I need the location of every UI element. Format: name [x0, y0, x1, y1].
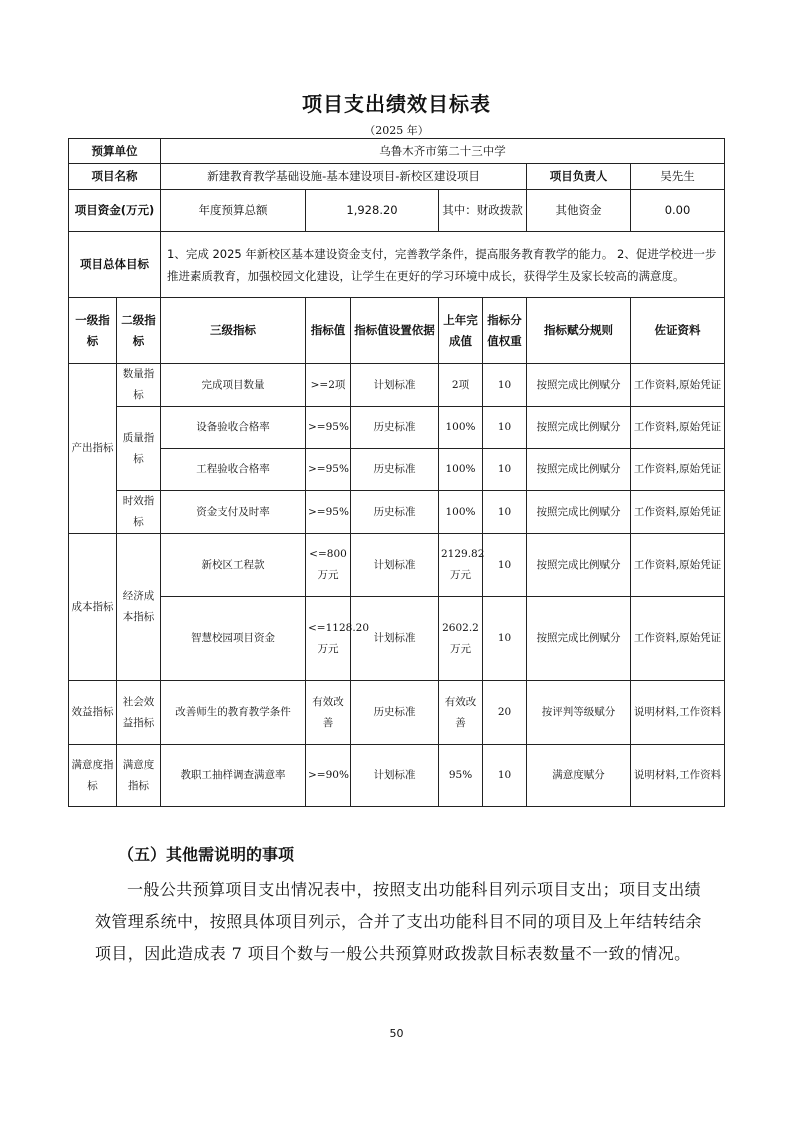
row-name: 完成项目数量 [161, 364, 306, 407]
row-last: 2项 [439, 364, 483, 407]
budget-unit-label: 预算单位 [69, 139, 161, 164]
table-row [69, 681, 725, 745]
row-last: 100% [439, 491, 483, 534]
row-rule: 按照完成比例赋分 [527, 491, 631, 534]
row-name: 新校区工程款 [161, 534, 306, 597]
row-evidence: 工作资料,原始凭证 [631, 449, 725, 491]
row-rule: 满意度赋分 [527, 745, 631, 807]
row-rule: 按照完成比例赋分 [527, 407, 631, 449]
overall-goal-text: 1、完成 2025 年新校区基本建设资金支付，完善教学条件，提高服务教育教学的能力。 2、促进学校进一步推进素质教育，加强校园文化建设，让学生在更好的学习环境中成长，获得学生及家长较高的满意度。 [161, 232, 725, 298]
row-value: >=2项 [306, 364, 351, 407]
group-quantity: 数量指标 [117, 364, 161, 407]
row-name: 智慧校园项目资金 [161, 597, 306, 681]
table-year: （2025 年） [364, 124, 429, 137]
row-weight: 10 [483, 534, 527, 597]
row-weight: 10 [483, 491, 527, 534]
project-name-value: 新建教育教学基础设施-基本建设项目-新校区建设项目 [161, 164, 527, 190]
annual-budget-label: 年度预算总额 [161, 190, 306, 232]
header-level2: 二级指标 [117, 298, 161, 364]
row-evidence: 工作资料,原始凭证 [631, 534, 725, 597]
group-timely: 时效指标 [117, 491, 161, 534]
project-leader-value: 吴先生 [631, 164, 725, 190]
other-fund-value: 0.00 [631, 190, 725, 232]
other-fund-label: 其他资金 [527, 190, 631, 232]
header-evidence: 佐证资料 [631, 298, 725, 364]
group-quality: 质量指标 [117, 407, 161, 491]
row-basis: 历史标准 [351, 491, 439, 534]
row-last: 100% [439, 407, 483, 449]
project-leader-label: 项目负责人 [527, 164, 631, 190]
row-name: 改善师生的教育教学条件 [161, 681, 306, 745]
row-weight: 10 [483, 745, 527, 807]
row-weight: 10 [483, 364, 527, 407]
section-paragraph: 一般公共预算项目支出情况表中，按照支出功能科目列示项目支出；项目支出绩效管理系统中，按照具体项目列示，合并了支出功能科目不同的项目及上年结转结余项目，因此造成表 7 项目个数与一般公共预算财政拨款目标表数量不一致的情况。 [95, 880, 702, 963]
row-last: 2602.2万元 [439, 597, 483, 681]
row-name: 设备验收合格率 [161, 407, 306, 449]
row-value: <=1128.20万元 [306, 597, 351, 681]
group-output: 产出指标 [69, 364, 117, 534]
performance-table [68, 138, 725, 807]
header-basis: 指标值设置依据 [351, 298, 439, 364]
group-cost: 成本指标 [69, 534, 117, 681]
row-name: 教职工抽样调查满意率 [161, 745, 306, 807]
row-rule: 按照完成比例赋分 [527, 534, 631, 597]
row-basis: 计划标准 [351, 364, 439, 407]
row-rule: 按照完成比例赋分 [527, 449, 631, 491]
table-row [69, 597, 725, 681]
project-name-label: 项目名称 [69, 164, 161, 190]
row-name: 工程验收合格率 [161, 449, 306, 491]
row-value: <=800万元 [306, 534, 351, 597]
table-row [69, 534, 725, 597]
table-row [69, 364, 725, 407]
row-basis: 历史标准 [351, 449, 439, 491]
header-level3: 三级指标 [161, 298, 306, 364]
row-basis: 计划标准 [351, 597, 439, 681]
table-row [69, 745, 725, 807]
fiscal-fund-label: 其中：财政拨款 [439, 190, 527, 232]
row-evidence: 工作资料,原始凭证 [631, 491, 725, 534]
row-evidence: 说明材料,工作资料 [631, 745, 725, 807]
page-number: 50 [389, 1027, 404, 1040]
row-evidence: 工作资料,原始凭证 [631, 407, 725, 449]
row-value: >=95% [306, 449, 351, 491]
group-benefit: 效益指标 [69, 681, 117, 745]
table-row [69, 407, 725, 449]
row-value: >=95% [306, 491, 351, 534]
row-last: 100% [439, 449, 483, 491]
row-last: 有效改善 [439, 681, 483, 745]
section-heading: （五）其他需说明的事项 [118, 845, 295, 864]
row-name: 资金支付及时率 [161, 491, 306, 534]
row-weight: 10 [483, 449, 527, 491]
row-basis: 历史标准 [351, 681, 439, 745]
header-rule: 指标赋分规则 [527, 298, 631, 364]
group-economic: 经济成本指标 [117, 534, 161, 681]
row-rule: 按照完成比例赋分 [527, 364, 631, 407]
header-value: 指标值 [306, 298, 351, 364]
row-basis: 计划标准 [351, 534, 439, 597]
row-weight: 20 [483, 681, 527, 745]
row-rule: 按评判等级赋分 [527, 681, 631, 745]
row-rule: 按照完成比例赋分 [527, 597, 631, 681]
row-basis: 历史标准 [351, 407, 439, 449]
budget-unit-value: 乌鲁木齐市第二十三中学 [161, 139, 725, 164]
row-evidence: 工作资料,原始凭证 [631, 364, 725, 407]
header-level1: 一级指标 [69, 298, 117, 364]
row-last: 95% [439, 745, 483, 807]
row-weight: 10 [483, 597, 527, 681]
overall-goal-label: 项目总体目标 [69, 232, 161, 298]
annual-budget-value: 1,928.20 [306, 190, 439, 232]
row-value: 有效改善 [306, 681, 351, 745]
row-basis: 计划标准 [351, 745, 439, 807]
row-evidence: 说明材料,工作资料 [631, 681, 725, 745]
project-fund-label: 项目资金(万元) [69, 190, 161, 232]
group-satisfaction-sub: 满意度指标 [117, 745, 161, 807]
row-last: 2129.82万元 [439, 534, 483, 597]
row-value: >=95% [306, 407, 351, 449]
row-weight: 10 [483, 407, 527, 449]
page-title: 项目支出绩效目标表 [302, 92, 491, 116]
row-evidence: 工作资料,原始凭证 [631, 597, 725, 681]
table-row [69, 491, 725, 534]
group-satisfaction: 满意度指标 [69, 745, 117, 807]
header-weight: 指标分值权重 [483, 298, 527, 364]
header-last-year: 上年完成值 [439, 298, 483, 364]
row-value: >=90% [306, 745, 351, 807]
table-row [69, 449, 725, 491]
group-social: 社会效益指标 [117, 681, 161, 745]
